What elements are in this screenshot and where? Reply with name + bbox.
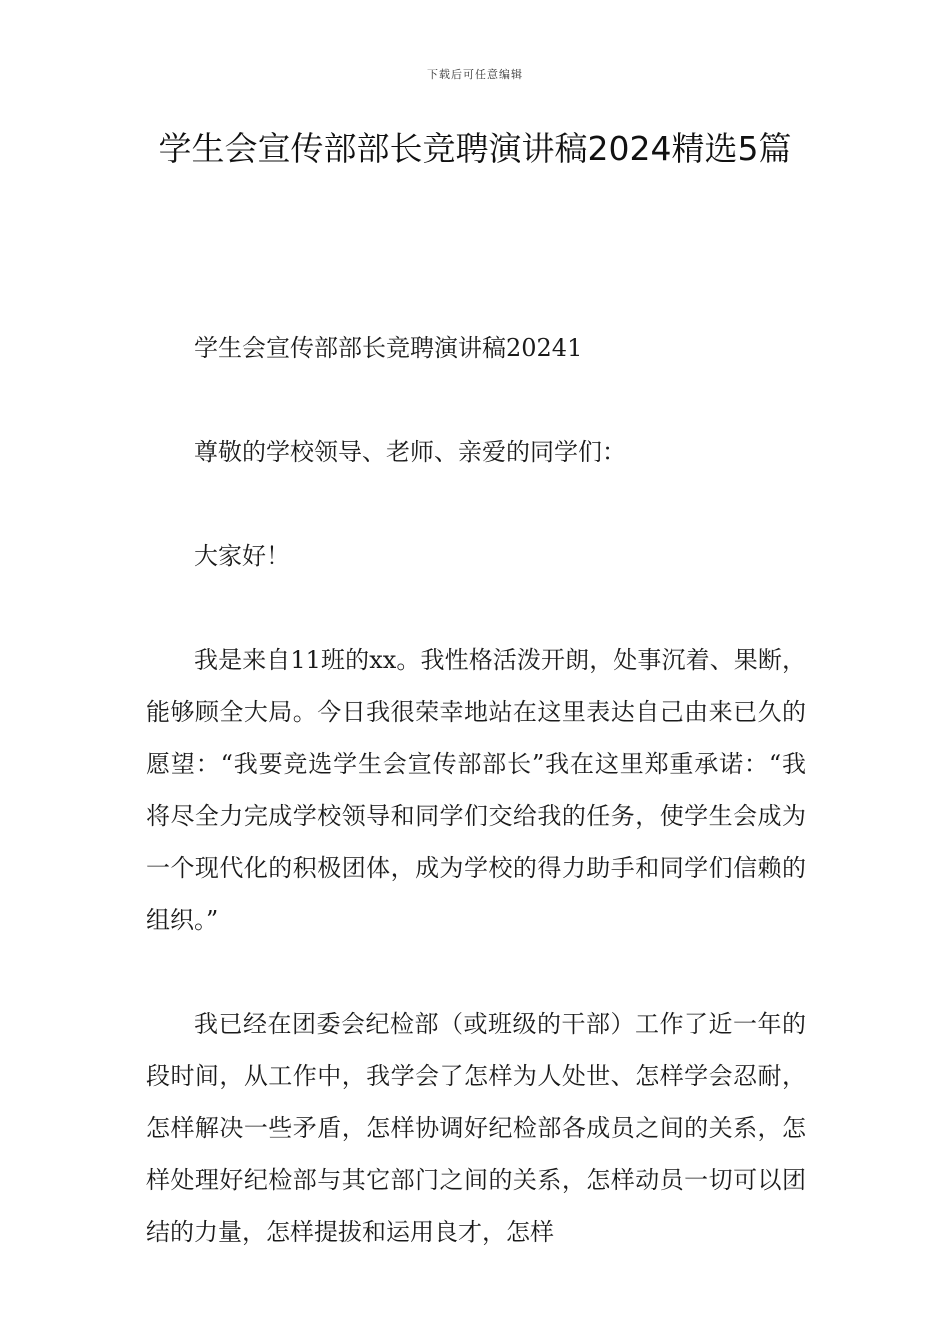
paragraph-salutation: 尊敬的学校领导、老师、亲爱的同学们： bbox=[194, 438, 626, 466]
paragraph-experience: 我已经在团委会纪检部（或班级的干部）工作了近一年的段时间，从工作中，我学会了怎样为人处世、怎样学会忍耐，怎样解决一些矛盾，怎样协调好纪检部各成员之间的关系，怎样处理好纪检部与其它部门之间的关系，怎样动员一切可以团结的力量，怎样提拔和运用良才，怎样 bbox=[146, 1010, 806, 1246]
paragraph-introduction: 我是来自11班的xx。我性格活泼开朗，处事沉着、果断，能够顾全大局。今日我很荣幸地站在这里表达自己由来已久的愿望：“我要竞选学生会宣传部部长”我在这里郑重承诺：“我将尽全力完成学校领导和同学们交给我的任务，使学生会成为一个现代化的积极团体，成为学校的得力助手和同学们信赖的组织。” bbox=[146, 646, 806, 934]
paragraph-greeting: 大家好！ bbox=[194, 542, 290, 570]
document-title: 学生会宣传部部长竞聘演讲稿2024精选5篇 bbox=[158, 129, 792, 168]
paragraph-subtitle: 学生会宣传部部长竞聘演讲稿20241 bbox=[194, 334, 583, 362]
header-note: 下载后可任意编辑 bbox=[427, 68, 523, 81]
document-body bbox=[146, 322, 806, 1310]
